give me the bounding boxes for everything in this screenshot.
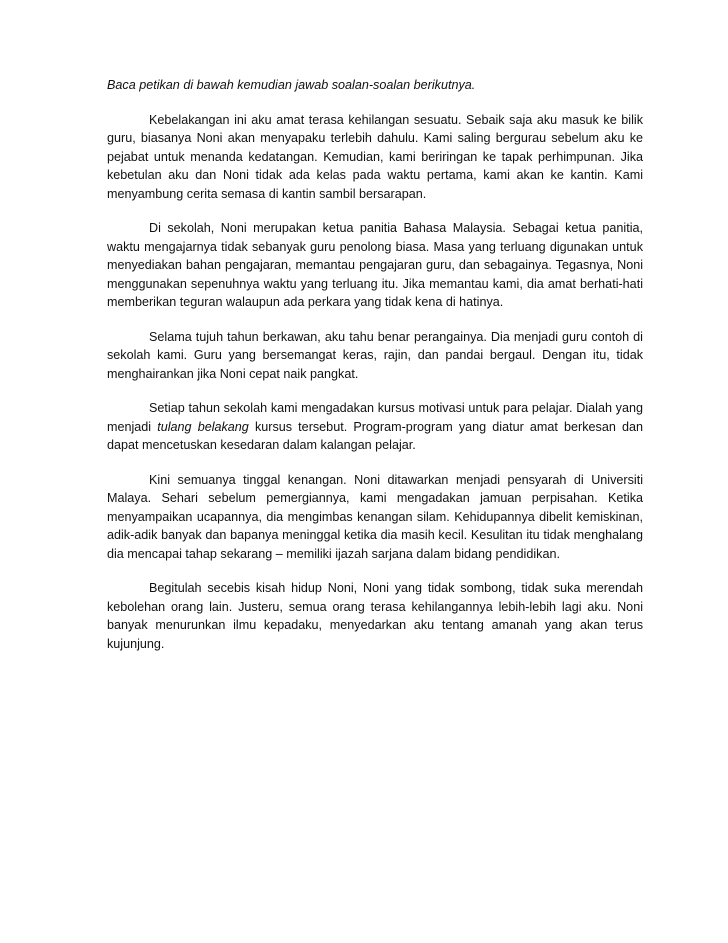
paragraph-text: kursus tersebut. Program-program yang diatur amat berkesan dan dapat mencetuskan kesedaran dalam kalangan pelajar. [107,419,643,452]
paragraph-text: Begitulah secebis kisah hidup Noni, Noni yang tidak sombong, tidak suka merendah kebolehan orang lain. Justeru, semua orang terasa kehilangannya lebih-lebih lagi aku. Noni banyak menurunkan ilmu kepadaku, menyedarkan aku tentang amanah yang akan terus kujunjung. [107,581,643,651]
italic-phrase: tulang belakang [157,419,249,434]
paragraph-text: Di sekolah, Noni merupakan ketua panitia Bahasa Malaysia. Sebagai ketua panitia, waktu mengajarnya tidak sebanyak guru penolong biasa. Masa yang terluang digunakan untuk menyediakan bahan pengajaran, memantau pengajaran guru, dan sebagainya. Tegasnya, Noni menggunakan sepenuhnya waktu yang terluang itu. Jika memantau kami, dia amat berhati-hati memberikan teguran walaupun ada perkara yang tidak kena di hatinya. [107,221,643,309]
paragraph-3 [107,328,643,384]
passage-content [107,76,643,669]
paragraph-text: Setiap tahun sekolah kami mengadakan kursus motivasi untuk para pelajar. Dialah yang menjadi [107,401,643,434]
paragraph-2 [107,219,643,312]
paragraph-4 [107,399,643,455]
paragraph-text: Selama tujuh tahun berkawan, aku tahu benar perangainya. Dia menjadi guru contoh di sekolah kami. Guru yang bersemangat keras, rajin, dan pandai bergaul. Dengan itu, tidak menghairankan jika Noni cepat naik pangkat. [107,329,643,381]
paragraph-5 [107,471,643,564]
instruction-text: Baca petikan di bawah kemudian jawab soalan-soalan berikutnya. [107,78,476,92]
paragraph-text: Kebelakangan ini aku amat terasa kehilangan sesuatu. Sebaik saja aku masuk ke bilik guru, biasanya Noni akan menyapaku terlebih dahulu. Kami saling bergurau sebelum aku ke pejabat untuk menanda kedatangan. Kemudian, kami beriringan ke tapak perhimpunan. Jika kebetulan aku dan Noni tidak ada kelas pada waktu pertama, kami akan ke kantin. Kami menyambung cerita semasa di kantin sambil bersarapan. [107,112,643,201]
paragraph-1 [107,111,643,204]
paragraph-text: Kini semuanya tinggal kenangan. Noni ditawarkan menjadi pensyarah di Universiti Malaya. Sehari sebelum pemergiannya, kami mengadakan jamuan perpisahan. Ketika menyampaikan ucapannya, dia mengimbas kenangan silam. Kehidupannya dibelit kemiskinan, adik-adik banyak dan bapanya meninggal ketika dia masih kecil. Kesulitan itu tidak menghalang dia mencapai tahap sekarang – memiliki ijazah sarjana dalam bidang pendidikan. [107,472,643,561]
paragraph-6 [107,579,643,653]
